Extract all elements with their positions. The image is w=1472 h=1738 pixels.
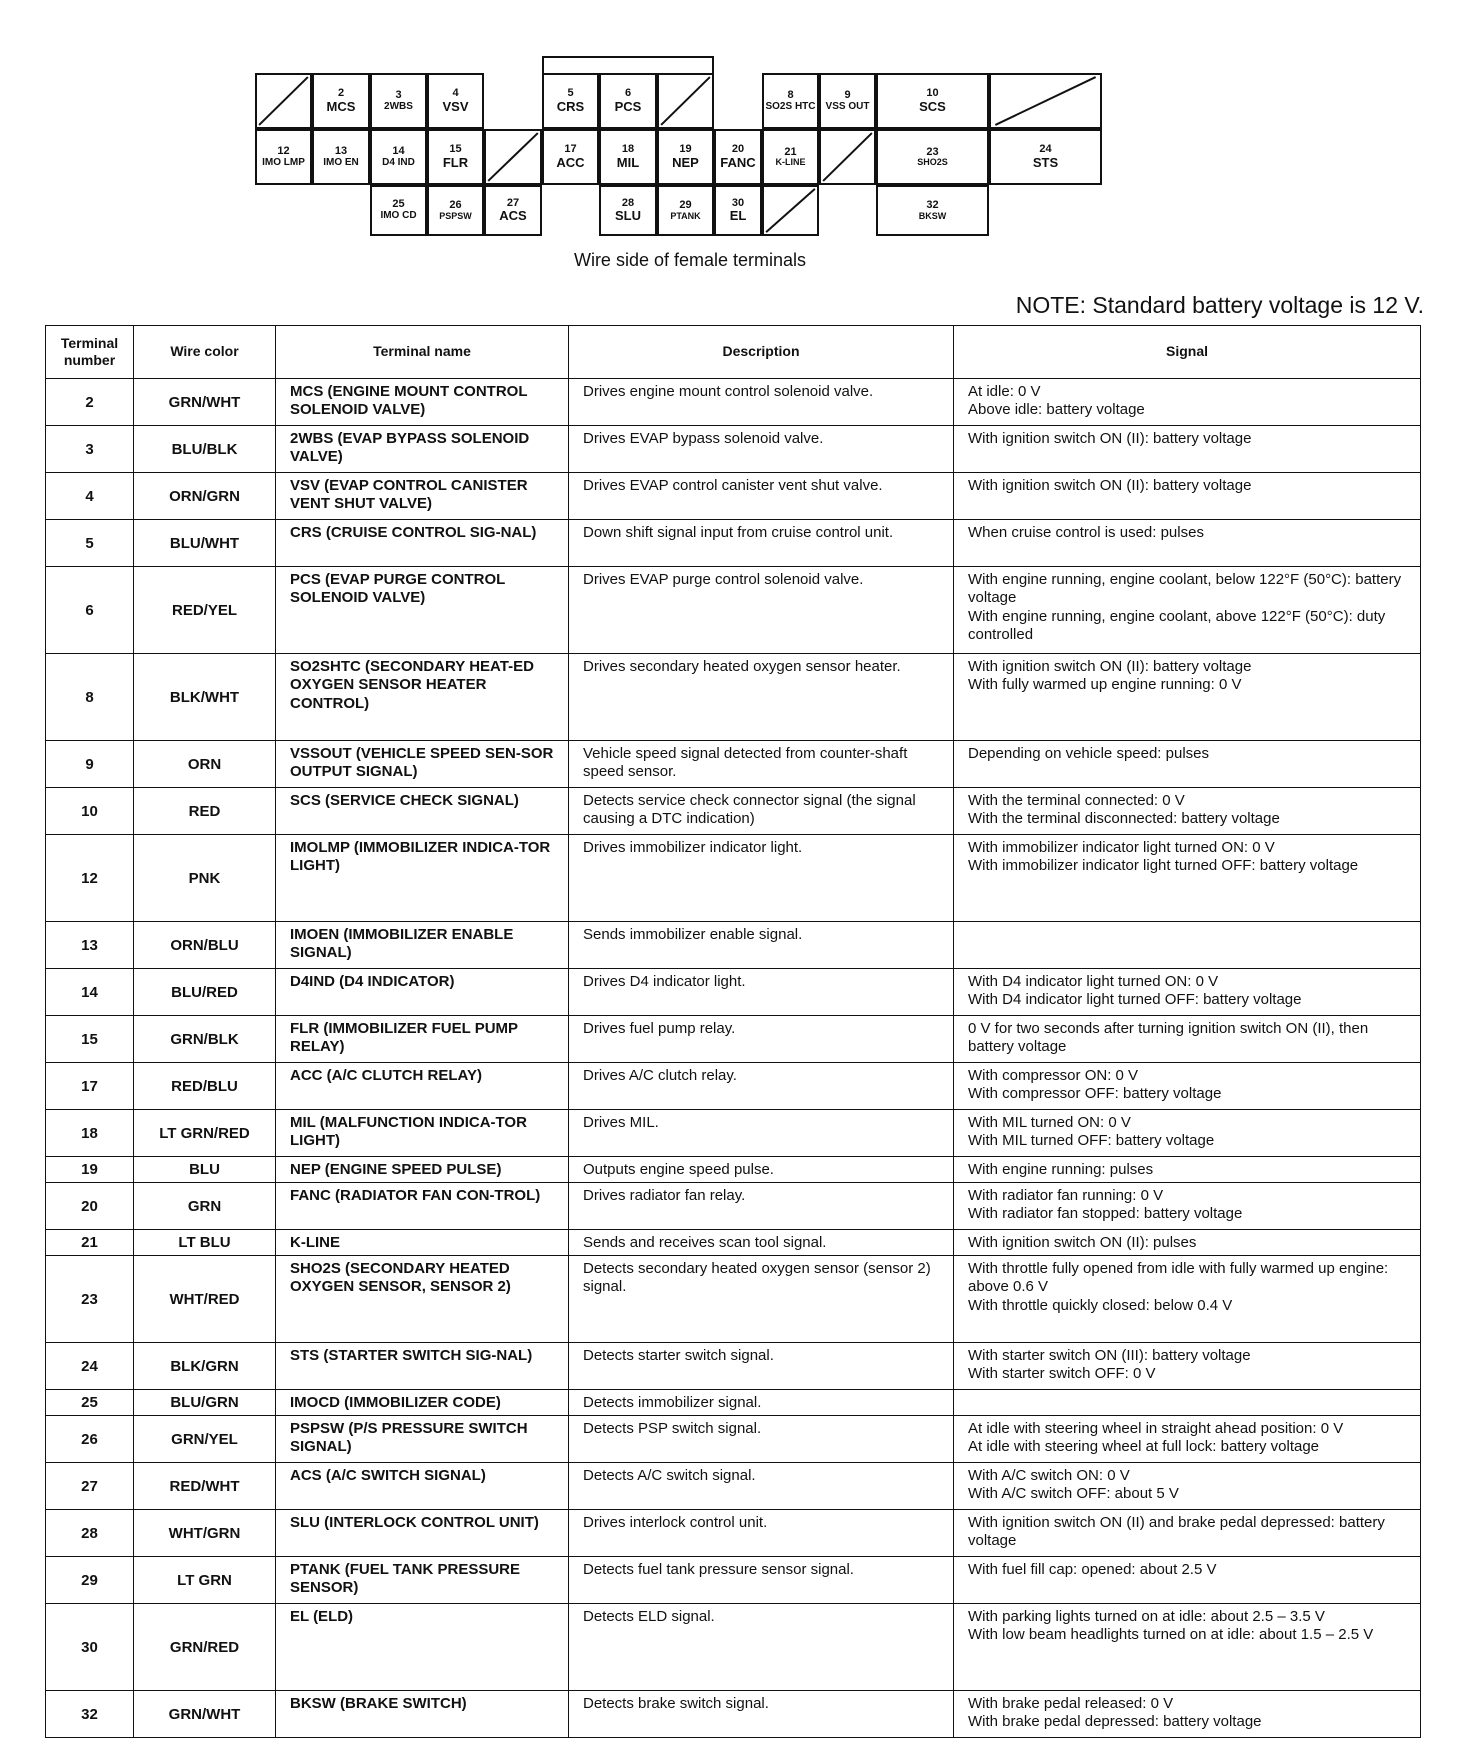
description-cell: Drives secondary heated oxygen sensor heater.: [569, 654, 954, 741]
table-row: [46, 1390, 1421, 1416]
header-description: Description: [569, 326, 954, 379]
signal-cell: With ignition switch ON (II): battery voltage: [954, 426, 1421, 473]
connector-terminal-12: [255, 129, 312, 185]
connector-terminal-label: MCS: [326, 98, 356, 114]
connector-terminal-label: ACC: [556, 154, 585, 170]
terminal-number-cell: 23: [46, 1256, 134, 1343]
connector-terminal-number: 5: [567, 87, 574, 100]
table-row: [46, 969, 1421, 1016]
description-cell: Drives A/C clutch relay.: [569, 1063, 954, 1110]
signal-cell: With immobilizer indicator light turned ON: 0 V With immobilizer indicator light turned OFF: battery voltage: [954, 835, 1421, 922]
signal-cell: With ignition switch ON (II) and brake pedal depressed: battery voltage: [954, 1510, 1421, 1557]
wire-color-cell: RED/WHT: [134, 1463, 276, 1510]
terminal-number-cell: 15: [46, 1016, 134, 1063]
description-cell: Down shift signal input from cruise control unit.: [569, 520, 954, 567]
terminal-name-cell: SLU (INTERLOCK CONTROL UNIT): [276, 1510, 569, 1557]
signal-cell: [954, 1390, 1421, 1416]
description-cell: Sends immobilizer enable signal.: [569, 922, 954, 969]
terminal-name-cell: CRS (CRUISE CONTROL SIG-NAL): [276, 520, 569, 567]
connector-terminal-17: [542, 129, 599, 185]
table-row: [46, 922, 1421, 969]
description-cell: Detects A/C switch signal.: [569, 1463, 954, 1510]
terminal-number-cell: 27: [46, 1463, 134, 1510]
wire-color-cell: PNK: [134, 835, 276, 922]
blank-slash-icon: [821, 131, 874, 183]
signal-cell: With ignition switch ON (II): battery voltage With fully warmed up engine running: 0 V: [954, 654, 1421, 741]
wire-color-cell: WHT/GRN: [134, 1510, 276, 1557]
terminal-number-cell: 12: [46, 835, 134, 922]
connector-terminal-number: 23: [926, 145, 939, 158]
terminal-name-cell: ACS (A/C SWITCH SIGNAL): [276, 1463, 569, 1510]
description-cell: Drives interlock control unit.: [569, 1510, 954, 1557]
terminal-number-cell: 21: [46, 1230, 134, 1256]
connector-terminal-label: PTANK: [670, 210, 701, 221]
connector-terminal-label: IMO LMP: [262, 156, 305, 168]
wire-color-cell: RED: [134, 788, 276, 835]
description-cell: Drives D4 indicator light.: [569, 969, 954, 1016]
connector-terminal-number: 10: [926, 87, 939, 100]
table-row: [46, 1604, 1421, 1691]
connector-terminal-29: [657, 185, 714, 236]
connector-terminal-number: 14: [392, 144, 405, 157]
terminal-name-cell: VSV (EVAP CONTROL CANISTER VENT SHUT VALVE): [276, 473, 569, 520]
table-row: [46, 1183, 1421, 1230]
table-row: [46, 426, 1421, 473]
header-wire-color: Wire color: [134, 326, 276, 379]
signal-cell: At idle with steering wheel in straight ahead position: 0 V At idle with steering wheel at full lock: battery voltage: [954, 1416, 1421, 1463]
table-header-row: [46, 326, 1421, 379]
table-row: [46, 1256, 1421, 1343]
wire-color-cell: RED/BLU: [134, 1063, 276, 1110]
terminal-name-cell: MCS (ENGINE MOUNT CONTROL SOLENOID VALVE): [276, 379, 569, 426]
signal-cell: Depending on vehicle speed: pulses: [954, 741, 1421, 788]
connector-terminal-26: [427, 185, 484, 236]
blank-slash-icon: [764, 187, 817, 234]
wire-color-cell: GRN: [134, 1183, 276, 1230]
description-cell: Detects secondary heated oxygen sensor (sensor 2) signal.: [569, 1256, 954, 1343]
terminal-number-cell: 20: [46, 1183, 134, 1230]
diagram-caption: Wire side of female terminals: [573, 250, 807, 270]
signal-cell: 0 V for two seconds after turning ignition switch ON (II), then battery voltage: [954, 1016, 1421, 1063]
description-cell: Drives EVAP bypass solenoid valve.: [569, 426, 954, 473]
terminal-number-cell: 25: [46, 1390, 134, 1416]
connector-blank-cell: [657, 73, 714, 129]
terminal-number-cell: 30: [46, 1604, 134, 1691]
header-terminal-number: Terminal number: [46, 326, 134, 379]
table-row: [46, 1157, 1421, 1183]
connector-terminal-28: [599, 185, 657, 236]
description-cell: Drives radiator fan relay.: [569, 1183, 954, 1230]
connector-terminal-13: [312, 129, 370, 185]
terminal-number-cell: 17: [46, 1063, 134, 1110]
connector-terminal-label: BKSW: [918, 210, 947, 221]
connector-terminal-5: [542, 73, 599, 129]
connector-terminal-label: ACS: [499, 208, 527, 224]
connector-terminal-24: [989, 129, 1102, 185]
terminal-number-cell: 3: [46, 426, 134, 473]
connector-terminal-label: D4 IND: [382, 156, 415, 168]
terminal-name-cell: IMOLMP (IMMOBILIZER INDICA-TOR LIGHT): [276, 835, 569, 922]
table-row: [46, 567, 1421, 654]
table-row: [46, 788, 1421, 835]
terminal-name-cell: PSPSW (P/S PRESSURE SWITCH SIGNAL): [276, 1416, 569, 1463]
description-cell: Detects fuel tank pressure sensor signal.: [569, 1557, 954, 1604]
connector-terminal-label: MIL: [616, 154, 640, 170]
connector-terminal-label: K-LINE: [775, 157, 806, 168]
wire-color-cell: GRN/RED: [134, 1604, 276, 1691]
description-cell: Drives EVAP control canister vent shut valve.: [569, 473, 954, 520]
connector-terminal-15: [427, 129, 484, 185]
wire-color-cell: BLU/BLK: [134, 426, 276, 473]
connector-terminal-number: 9: [844, 88, 851, 101]
connector-terminal-number: 26: [449, 199, 462, 211]
terminal-number-cell: 10: [46, 788, 134, 835]
terminal-number-cell: 26: [46, 1416, 134, 1463]
terminal-number-cell: 4: [46, 473, 134, 520]
terminal-name-cell: STS (STARTER SWITCH SIG-NAL): [276, 1343, 569, 1390]
table-row: [46, 1063, 1421, 1110]
signal-cell: At idle: 0 V Above idle: battery voltage: [954, 379, 1421, 426]
terminal-name-cell: PTANK (FUEL TANK PRESSURE SENSOR): [276, 1557, 569, 1604]
connector-terminal-9: [819, 73, 876, 129]
connector-terminal-2: [312, 73, 370, 129]
terminal-number-cell: 32: [46, 1691, 134, 1738]
terminal-name-cell: IMOCD (IMMOBILIZER CODE): [276, 1390, 569, 1416]
connector-terminal-label: IMO EN: [323, 156, 359, 168]
connector-terminal-6: [599, 73, 657, 129]
connector-terminal-number: 28: [621, 196, 635, 209]
signal-cell: With ignition switch ON (II): pulses: [954, 1230, 1421, 1256]
connector-blank-cell: [484, 129, 542, 185]
table-row: [46, 741, 1421, 788]
description-cell: Detects starter switch signal.: [569, 1343, 954, 1390]
wire-color-cell: BLU: [134, 1157, 276, 1183]
connector-terminal-30: [714, 185, 762, 236]
connector-terminal-number: 30: [731, 196, 745, 209]
connector-terminal-label: SHO2S: [917, 157, 948, 168]
connector-terminal-label: SLU: [615, 208, 641, 224]
wire-color-cell: WHT/RED: [134, 1256, 276, 1343]
connector-terminal-number: 3: [395, 88, 402, 101]
signal-cell: With MIL turned ON: 0 V With MIL turned OFF: battery voltage: [954, 1110, 1421, 1157]
connector-terminal-label: FLR: [442, 154, 469, 170]
connector-terminal-number: 25: [392, 198, 405, 211]
connector-terminal-label: VSV: [442, 98, 469, 114]
connector-terminal-8: [762, 73, 819, 129]
connector-terminal-25: [370, 185, 427, 236]
wire-color-cell: GRN/WHT: [134, 1691, 276, 1738]
connector-blank-cell: [255, 73, 312, 129]
description-cell: Detects brake switch signal.: [569, 1691, 954, 1738]
signal-cell: When cruise control is used: pulses: [954, 520, 1421, 567]
connector-terminal-number: 6: [624, 87, 632, 100]
connector-terminal-21: [762, 129, 819, 185]
connector-terminal-label: EL: [729, 208, 747, 224]
connector-terminal-label: CRS: [556, 98, 585, 114]
signal-cell: With brake pedal released: 0 V With brake pedal depressed: battery voltage: [954, 1691, 1421, 1738]
wire-color-cell: RED/YEL: [134, 567, 276, 654]
connector-terminal-label: PCS: [614, 98, 642, 114]
terminal-number-cell: 19: [46, 1157, 134, 1183]
connector-terminal-number: 8: [787, 88, 794, 101]
signal-cell: With engine running, engine coolant, below 122°F (50°C): battery voltage With engine running, engine coolant, above 122°F (50°C): duty controlled: [954, 567, 1421, 654]
connector-terminal-3: [370, 73, 427, 129]
table-row: [46, 1416, 1421, 1463]
table-row: [46, 1343, 1421, 1390]
terminal-name-cell: SCS (SERVICE CHECK SIGNAL): [276, 788, 569, 835]
connector-terminal-4: [427, 73, 484, 129]
connector-terminal-number: 20: [731, 143, 745, 156]
wire-color-cell: ORN/BLU: [134, 922, 276, 969]
wire-color-cell: BLU/GRN: [134, 1390, 276, 1416]
terminal-number-cell: 5: [46, 520, 134, 567]
blank-slash-icon: [659, 75, 712, 127]
wire-color-cell: LT GRN/RED: [134, 1110, 276, 1157]
connector-terminal-19: [657, 129, 714, 185]
terminal-name-cell: BKSW (BRAKE SWITCH): [276, 1691, 569, 1738]
terminal-name-cell: NEP (ENGINE SPEED PULSE): [276, 1157, 569, 1183]
connector-terminal-27: [484, 185, 542, 236]
connector-terminal-number: 24: [1039, 143, 1052, 156]
signal-cell: With D4 indicator light turned ON: 0 V With D4 indicator light turned OFF: battery voltage: [954, 969, 1421, 1016]
table-row: [46, 1691, 1421, 1738]
terminal-name-cell: SO2SHTC (SECONDARY HEAT-ED OXYGEN SENSOR HEATER CONTROL): [276, 654, 569, 741]
terminal-name-cell: ACC (A/C CLUTCH RELAY): [276, 1063, 569, 1110]
terminal-name-cell: PCS (EVAP PURGE CONTROL SOLENOID VALVE): [276, 567, 569, 654]
signal-cell: With fuel fill cap: opened: about 2.5 V: [954, 1557, 1421, 1604]
description-cell: Drives engine mount control solenoid valve.: [569, 379, 954, 426]
terminal-number-cell: 14: [46, 969, 134, 1016]
terminal-name-cell: IMOEN (IMMOBILIZER ENABLE SIGNAL): [276, 922, 569, 969]
wire-color-cell: BLK/GRN: [134, 1343, 276, 1390]
blank-slash-icon: [257, 75, 310, 127]
connector-terminal-number: 13: [334, 144, 348, 157]
wire-color-cell: GRN/BLK: [134, 1016, 276, 1063]
blank-slash-icon: [486, 131, 540, 183]
table-row: [46, 379, 1421, 426]
terminal-name-cell: K-LINE: [276, 1230, 569, 1256]
signal-cell: With compressor ON: 0 V With compressor OFF: battery voltage: [954, 1063, 1421, 1110]
table-row: [46, 1510, 1421, 1557]
wire-color-cell: LT BLU: [134, 1230, 276, 1256]
signal-cell: With engine running: pulses: [954, 1157, 1421, 1183]
connector-terminal-number: 4: [452, 87, 459, 100]
signal-cell: [954, 922, 1421, 969]
connector-terminal-number: 29: [679, 199, 692, 211]
terminal-number-cell: 8: [46, 654, 134, 741]
connector-terminal-20: [714, 129, 762, 185]
connector-terminal-label: VSS OUT: [825, 100, 870, 112]
terminal-name-cell: VSSOUT (VEHICLE SPEED SEN-SOR OUTPUT SIGNAL): [276, 741, 569, 788]
description-cell: Detects ELD signal.: [569, 1604, 954, 1691]
header-signal: Signal: [954, 326, 1421, 379]
connector-terminal-18: [599, 129, 657, 185]
terminal-name-cell: FLR (IMMOBILIZER FUEL PUMP RELAY): [276, 1016, 569, 1063]
terminal-number-cell: 18: [46, 1110, 134, 1157]
terminal-number-cell: 24: [46, 1343, 134, 1390]
connector-terminal-label: SCS: [919, 98, 946, 114]
connector-terminal-label: FANC: [720, 154, 756, 170]
table-row: [46, 1016, 1421, 1063]
connector-terminal-32: [876, 185, 989, 236]
table-row: [46, 520, 1421, 567]
terminal-table: [45, 325, 1421, 1738]
description-cell: Detects service check connector signal (the signal causing a DTC indication): [569, 788, 954, 835]
terminal-name-cell: FANC (RADIATOR FAN CON-TROL): [276, 1183, 569, 1230]
terminal-number-cell: 6: [46, 567, 134, 654]
signal-cell: With A/C switch ON: 0 V With A/C switch OFF: about 5 V: [954, 1463, 1421, 1510]
connector-terminal-number: 18: [621, 143, 635, 156]
connector-terminal-label: STS: [1032, 154, 1059, 170]
wire-color-cell: BLK/WHT: [134, 654, 276, 741]
signal-cell: With ignition switch ON (II): battery voltage: [954, 473, 1421, 520]
wire-color-cell: BLU/WHT: [134, 520, 276, 567]
description-cell: Drives immobilizer indicator light.: [569, 835, 954, 922]
table-row: [46, 1557, 1421, 1604]
connector-terminal-number: 15: [449, 143, 462, 156]
wire-color-cell: GRN/YEL: [134, 1416, 276, 1463]
table-row: [46, 835, 1421, 922]
table-row: [46, 1230, 1421, 1256]
battery-note: NOTE: Standard battery voltage is 12 V.: [1015, 292, 1424, 318]
signal-cell: With the terminal connected: 0 V With the terminal disconnected: battery voltage: [954, 788, 1421, 835]
connector-terminal-number: 2: [337, 87, 345, 100]
table-row: [46, 1110, 1421, 1157]
connector-terminal-14: [370, 129, 427, 185]
terminal-number-cell: 28: [46, 1510, 134, 1557]
connector-terminal-number: 19: [679, 143, 692, 156]
connector-terminal-10: [876, 73, 989, 129]
connector-blank-cell: [989, 73, 1102, 129]
description-cell: Sends and receives scan tool signal.: [569, 1230, 954, 1256]
description-cell: Vehicle speed signal detected from counter-shaft speed sensor.: [569, 741, 954, 788]
terminal-number-cell: 2: [46, 379, 134, 426]
connector-terminal-label: NEP: [672, 154, 699, 170]
terminal-name-cell: SHO2S (SECONDARY HEATED OXYGEN SENSOR, SENSOR 2): [276, 1256, 569, 1343]
description-cell: Detects immobilizer signal.: [569, 1390, 954, 1416]
connector-terminal-label: 2WBS: [384, 100, 413, 112]
table-row: [46, 1463, 1421, 1510]
connector-terminal-number: 12: [277, 144, 290, 157]
description-cell: Detects PSP switch signal.: [569, 1416, 954, 1463]
connector-terminal-label: IMO CD: [380, 210, 417, 222]
connector-terminal-label: SO2S HTC: [765, 100, 816, 112]
signal-cell: With starter switch ON (III): battery voltage With starter switch OFF: 0 V: [954, 1343, 1421, 1390]
terminal-name-cell: MIL (MALFUNCTION INDICA-TOR LIGHT): [276, 1110, 569, 1157]
description-cell: Outputs engine speed pulse.: [569, 1157, 954, 1183]
terminal-number-cell: 29: [46, 1557, 134, 1604]
signal-cell: With radiator fan running: 0 V With radiator fan stopped: battery voltage: [954, 1183, 1421, 1230]
connector-terminal-label: PSPSW: [439, 210, 472, 221]
blank-slash-icon: [991, 75, 1100, 127]
connector-terminal-number: 27: [506, 196, 520, 209]
description-cell: Drives EVAP purge control solenoid valve.: [569, 567, 954, 654]
terminal-name-cell: EL (ELD): [276, 1604, 569, 1691]
terminal-name-cell: 2WBS (EVAP BYPASS SOLENOID VALVE): [276, 426, 569, 473]
description-cell: Drives MIL.: [569, 1110, 954, 1157]
terminal-number-cell: 13: [46, 922, 134, 969]
wire-color-cell: LT GRN: [134, 1557, 276, 1604]
connector-terminal-number: 32: [926, 199, 939, 211]
table-row: [46, 473, 1421, 520]
signal-cell: With parking lights turned on at idle: about 2.5 – 3.5 V With low beam headlights turned on at idle: about 1.5 – 2.5 V: [954, 1604, 1421, 1691]
connector-blank-cell: [762, 185, 819, 236]
description-cell: Drives fuel pump relay.: [569, 1016, 954, 1063]
terminal-number-cell: 9: [46, 741, 134, 788]
terminal-name-cell: D4IND (D4 INDICATOR): [276, 969, 569, 1016]
connector-blank-cell: [819, 129, 876, 185]
table-row: [46, 654, 1421, 741]
wire-color-cell: BLU/RED: [134, 969, 276, 1016]
table-body: [46, 379, 1421, 1738]
wire-color-cell: ORN/GRN: [134, 473, 276, 520]
wire-color-cell: ORN: [134, 741, 276, 788]
connector-terminal-number: 17: [564, 143, 577, 156]
signal-cell: With throttle fully opened from idle with fully warmed up engine: above 0.6 V With throttle quickly closed: below 0.4 V: [954, 1256, 1421, 1343]
connector-terminal-number: 21: [784, 145, 797, 158]
header-terminal-name: Terminal name: [276, 326, 569, 379]
wire-color-cell: GRN/WHT: [134, 379, 276, 426]
connector-terminal-23: [876, 129, 989, 185]
